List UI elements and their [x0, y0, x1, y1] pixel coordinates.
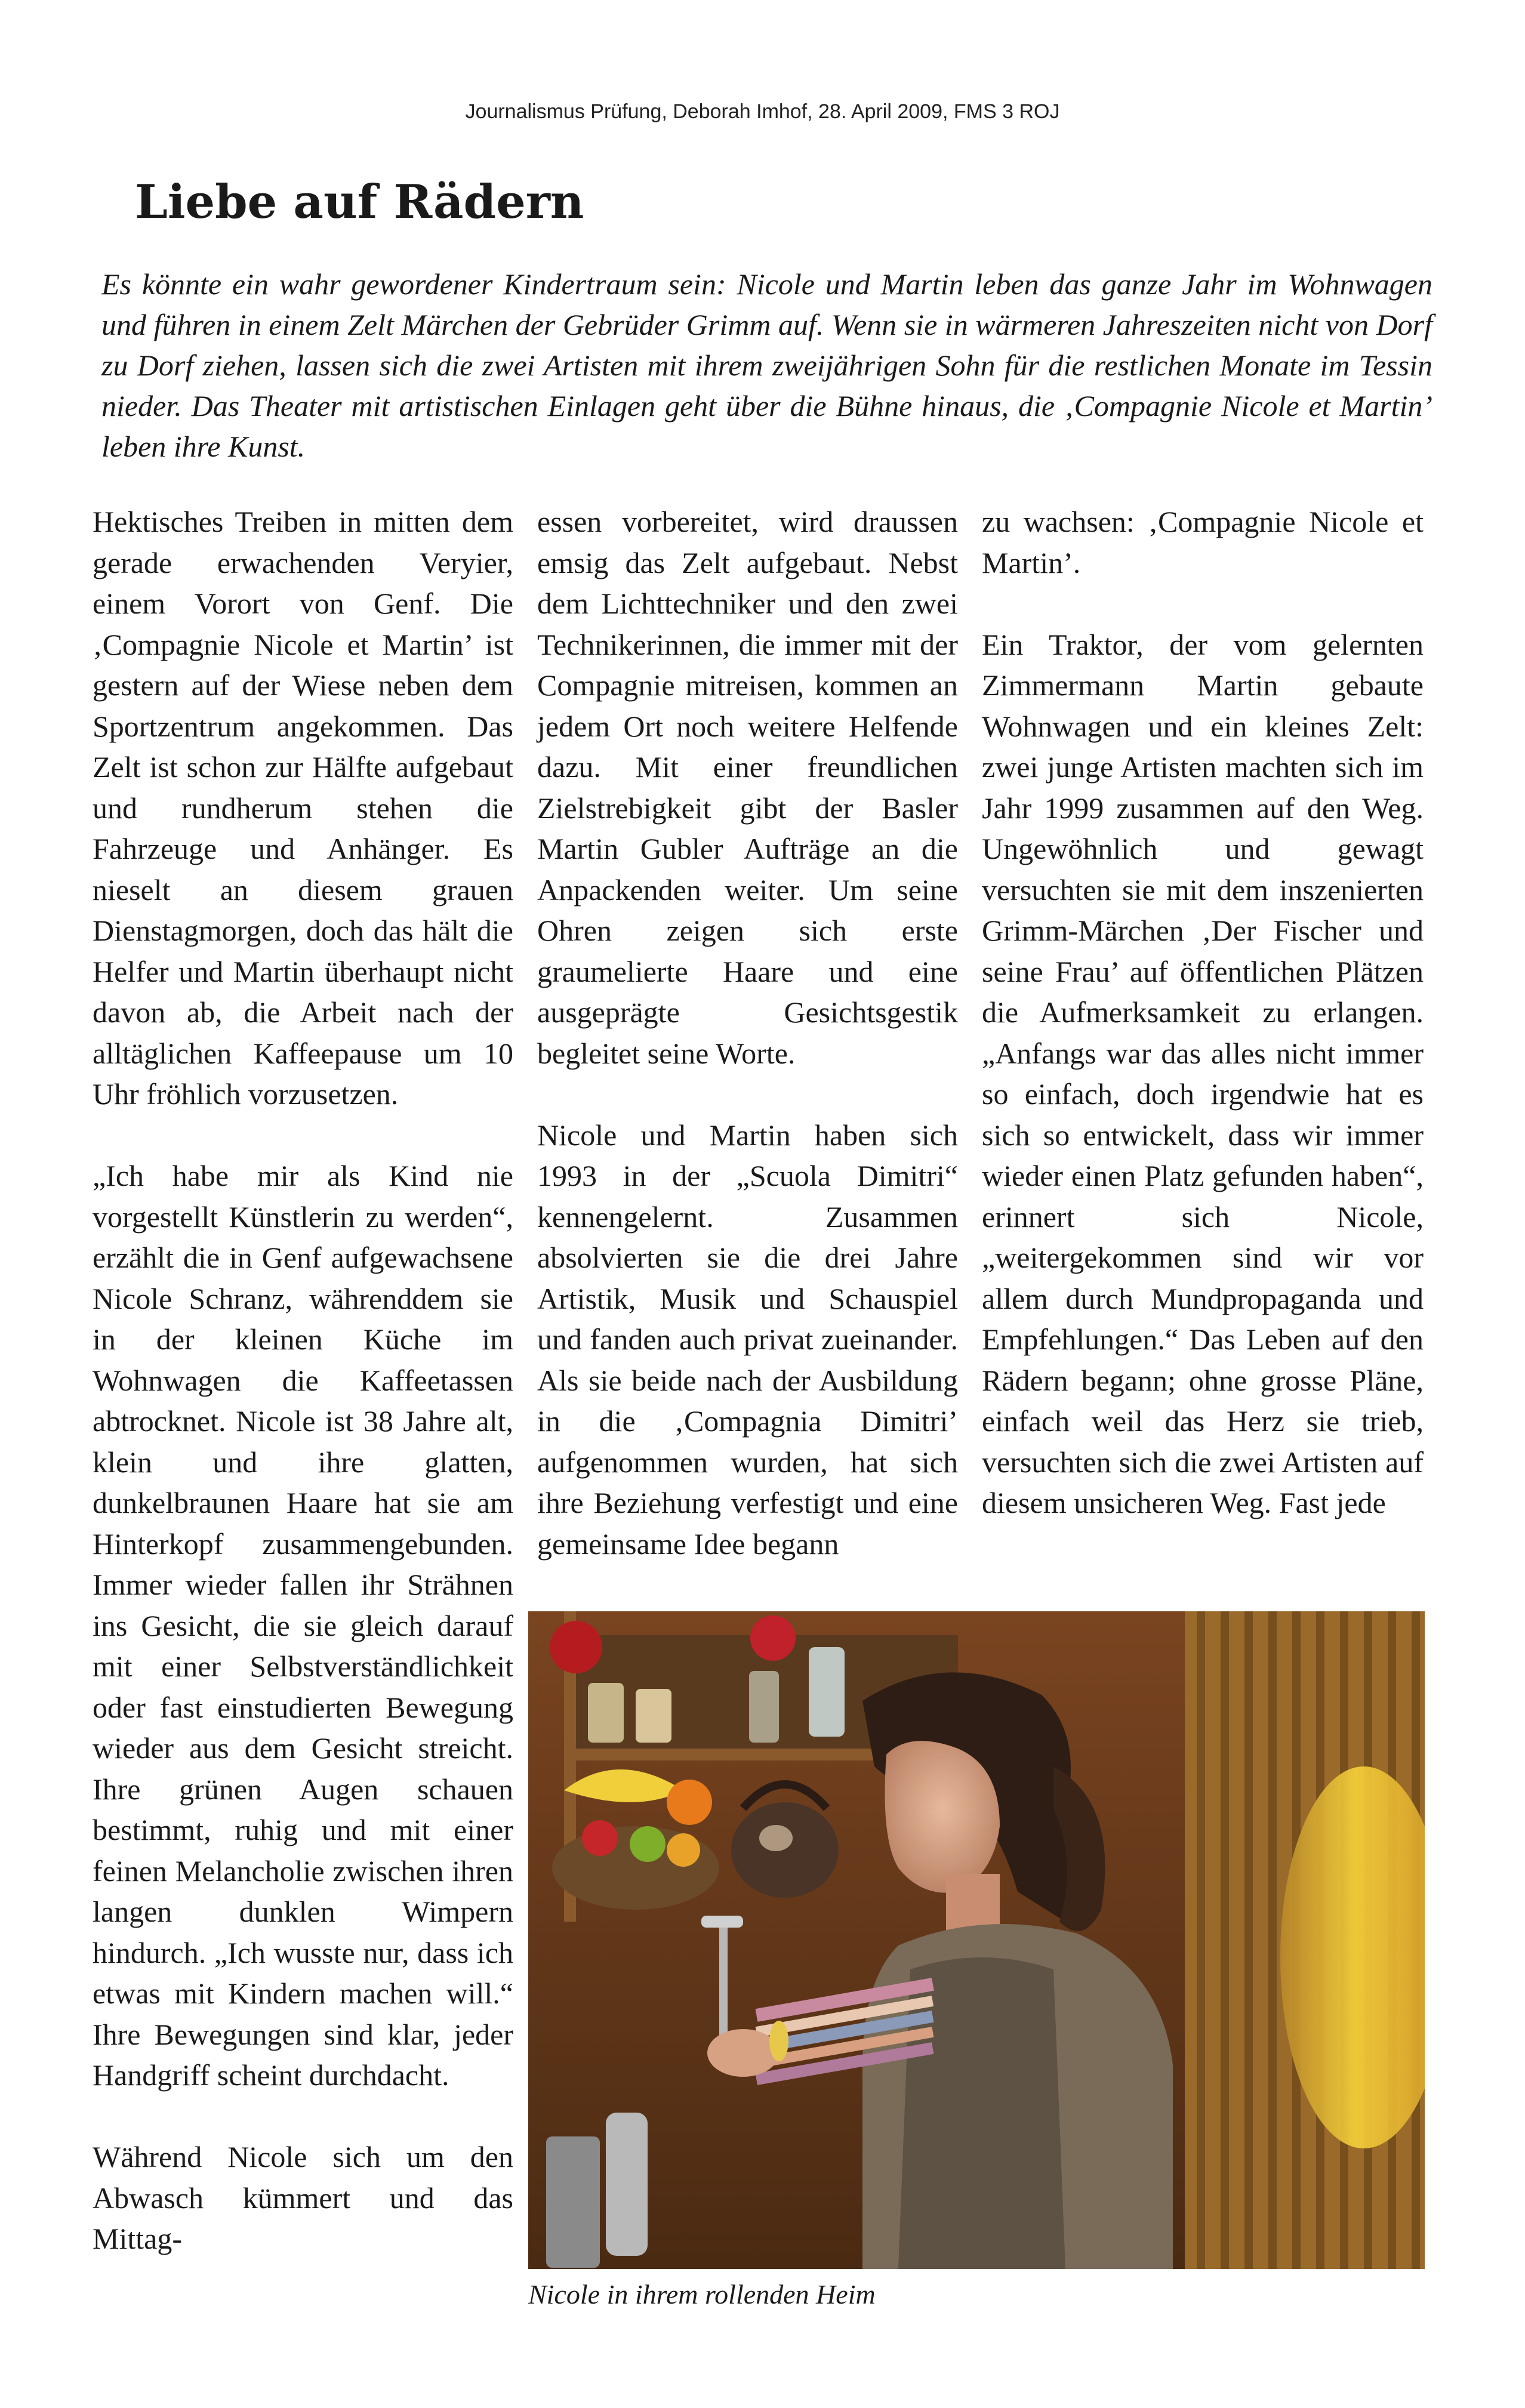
paragraph: Hektisches Treiben in mitten dem gerade erwachenden Veryier, einem Vorort von Genf. Die ‚Compagnie Nicole et Martin’ ist gestern auf der Wiese neben dem Sportzentrum angekommen. Das Zelt ist schon zur Hälfte aufgebaut und rundherum stehen die Fahrzeuge und Anhänger. Es nieselt an diesem grauen Dienstagmorgen, doch das hält die Helfer und Martin überhaupt nicht davon ab, die Arbeit nach der alltäglichen Kaffeepause um 10 Uhr fröhlich vorzusetzen.	[93, 505, 513, 1111]
paragraph: Während Nicole sich um den Abwasch kümmert und das Mittag-	[93, 2140, 513, 2255]
kitchen-photo	[528, 1611, 1425, 2269]
paragraph: „Ich habe mir als Kind nie vorgestellt Künstlerin zu werden“, erzählt die in Genf aufgewachsene Nicole Schranz, währenddem sie in der kleinen Küche im Wohnwagen die Kaffeetassen abtrocknet. Nicole ist 38 Jahre alt, klein und ihre glatten, dunkelbraunen Haare hat sie am Hinterkopf zusammengebunden. Immer wieder fallen ihr Strähnen ins Gesicht, die sie gleich darauf mit einer Selbstverständlichkeit oder fast einstudierten Bewegung wieder aus dem Gesicht streicht. Ihre grünen Augen schauen bestimmt, ruhig und mit einer feinen Melancholie zwischen ihren langen dunklen Wimpern hindurch. „Ich wusste nur, dass ich etwas mit Kindern machen will.“ Ihre Bewegungen sind klar, jeder Handgriff scheint durchdacht.	[93, 1159, 513, 2092]
text-column-3	[982, 501, 1424, 1524]
page-header: Journalismus Prüfung, Deborah Imhof, 28. April 2009, FMS 3 ROJ	[465, 100, 1060, 123]
paragraph: essen vorbereitet, wird draussen emsig das Zelt aufgebaut. Nebst dem Lichttechniker und den zwei Technikerinnen, die immer mit der Compagnie mitreisen, kommen an jedem Ort noch weitere Helfende dazu. Mit einer freundlichen Zielstrebigkeit gibt der Basler Martin Gubler Aufträge an die Anpackenden weiter. Um seine Ohren zeigen sich erste graumelierte Haare und eine ausgeprägte Gesichtsgestik begleitet seine Worte.	[537, 505, 958, 1070]
article-title: Liebe auf Rädern	[135, 175, 584, 229]
paragraph: zu wachsen: ‚Compagnie Nicole et Martin’.	[982, 505, 1424, 579]
text-column-1	[93, 501, 513, 2259]
paragraph: Nicole und Martin haben sich 1993 in der „Scuola Dimitri“ kennengelernt. Zusammen absolvierten sie die drei Jahre Artistik, Musik und Schauspiel und fanden auch privat zueinander. Als sie beide nach der Ausbildung in die ‚Compagnia Dimitri’ aufgenommen wurden, hat sich ihre Beziehung verfestigt und eine gemeinsame Idee begann	[537, 1118, 958, 1561]
article-lead: Es könnte ein wahr gewordener Kindertraum sein: Nicole und Martin leben das ganze Jahr im Wohnwagen und führen in einem Zelt Märchen der Gebrüder Grimm auf. Wenn sie in wärmeren Jahreszeiten nicht von Dorf zu Dorf ziehen, lassen sich die zwei Artisten mit ihrem zweijährigen Sohn für die restlichen Monate im Tessin nieder. Das Theater mit artistischen Einlagen geht über die Bühne hinaus, die ‚Compagnie Nicole et Martin’ leben ihre Kunst.	[101, 267, 1432, 463]
photo-caption: Nicole in ihrem rollenden Heim	[528, 2279, 876, 2310]
paragraph: Ein Traktor, der vom gelernten Zimmermann Martin gebaute Wohnwagen und ein kleines Zelt: zwei junge Artisten machten sich im Jahr 1999 zusammen auf den Weg. Ungewöhnlich und gewagt versuchten sie mit dem inszenierten Grimm-Märchen ‚Der Fischer und seine Frau’ auf öffentlichen Plätzen die Aufmerksamkeit zu erlangen. „Anfangs war das alles nicht immer so einfach, doch irgendwie hat es sich so entwickelt, dass wir immer wieder einen Platz gefunden haben“, erinnert sich Nicole, „weitergekommen sind wir vor allem durch Mundpropaganda und Empfehlungen.“ Das Leben auf den Rädern begann; ohne grosse Pläne, einfach weil das Herz sie trieb, versuchten sich die zwei Artisten auf diesem unsicheren Weg. Fast jede	[982, 627, 1424, 1519]
text-column-2	[537, 501, 958, 1564]
